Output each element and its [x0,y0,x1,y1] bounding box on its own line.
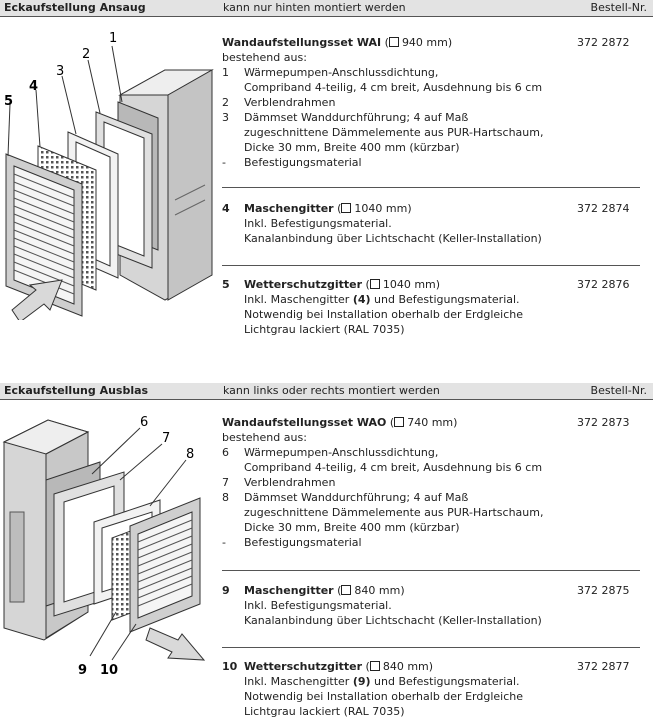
section2-order-label: Bestell-Nr. [590,384,647,397]
set-wao-intro: bestehend aus: [222,431,307,444]
square-icon [389,37,399,47]
set-wai-size: 940 mm [401,36,448,49]
airflow-arrow-icon [146,628,204,660]
callout-7: 7 [162,431,171,446]
product-4-order-no: 372 2874 [577,202,630,215]
square-icon [370,279,380,289]
section2-header [0,383,653,400]
section1-illustration [0,20,215,320]
section2-title: Eckaufstellung Ausblas [4,384,149,397]
product-10: 10 Wetterschutzgitter ( 840 mm) Inkl. Maschengitter (9) und Befestigungsmaterial. Notwendig bei Installation oberhalb der Erdgleiche Lichtgrau lackiert (RAL 7035) [222,660,523,718]
set-wao: Wandaufstellungsset WAO ( 740 mm) bestehend aus: 6 Wärmepumpen-Anschlussdichtung, Compriband 4-teilig, 4 cm breit, Ausdehnung bis 6 cm 7 Verblendrahmen 8 Dämmset Wanddurchführung; 4 auf Maß zugeschnittene Dämmelemente aus PUR-Hartschaum, Dicke 30 mm, Breite 400 mm (kürzbar) - Befestigungsmaterial [222,415,572,550]
section2-illustration [0,402,215,702]
callout-1: 1 [109,31,118,46]
set-wai-name: Wandaufstellungsset WAI [222,36,382,49]
callout-3: 3 [56,64,65,79]
section2-mount-note: kann links oder rechts montiert werden [223,384,440,397]
set-wai-order-no: 372 2872 [577,36,630,49]
square-icon [341,585,351,595]
callout-4: 4 [29,79,39,94]
callout-8: 8 [186,447,195,462]
product-9-order-no: 372 2875 [577,584,630,597]
set-wao-name: Wandaufstellungsset WAO [222,416,387,429]
callout-2: 2 [82,47,91,62]
product-5-order-no: 372 2876 [577,278,630,291]
callout-10: 10 [100,663,119,678]
section1-mount-note: kann nur hinten montiert werden [223,1,406,14]
product-5: 5 Wetterschutzgitter ( 1040 mm) Inkl. Maschengitter (4) und Befestigungsmaterial. Notwendig bei Installation oberhalb der Erdgleiche Lichtgrau lackiert (RAL 7035) [222,278,523,336]
square-icon [341,203,351,213]
section1-header [0,0,653,17]
product-9: 9 Maschengitter ( 840 mm) Inkl. Befestigungsmaterial. Kanalanbindung über Lichtschacht (Keller-Installation) [222,584,542,627]
divider [222,647,640,648]
callout-5: 5 [4,94,14,109]
section1-order-label: Bestell-Nr. [590,1,647,14]
divider [222,187,640,188]
square-icon [394,417,404,427]
product-4: 4 Maschengitter ( 1040 mm) Inkl. Befestigungsmaterial. Kanalanbindung über Lichtschacht (Keller-Installation) [222,202,542,245]
callout-6: 6 [140,415,149,430]
set-wao-order-no: 372 2873 [577,416,630,429]
set-wao-size: 740 mm [407,416,454,429]
set-wai-intro: bestehend aus: [222,51,307,64]
divider [222,265,640,266]
product-10-order-no: 372 2877 [577,660,630,673]
divider [222,570,640,571]
square-icon [370,661,380,671]
set-wai: Wandaufstellungsset WAI ( 940 mm) bestehend aus: 1 Wärmepumpen-Anschlussdichtung, Compriband 4-teilig, 4 cm breit, Ausdehnung bis 6 cm 2 Verblendrahmen 3 Dämmset Wanddurchführung; 4 auf Maß zugeschnittene Dämmelemente aus PUR-Hartschaum, Dicke 30 mm, Breite 400 mm (kürzbar) - Befestigungsmaterial [222,35,572,170]
section1-title: Eckaufstellung Ansaug [4,1,146,14]
callout-9: 9 [78,663,88,678]
